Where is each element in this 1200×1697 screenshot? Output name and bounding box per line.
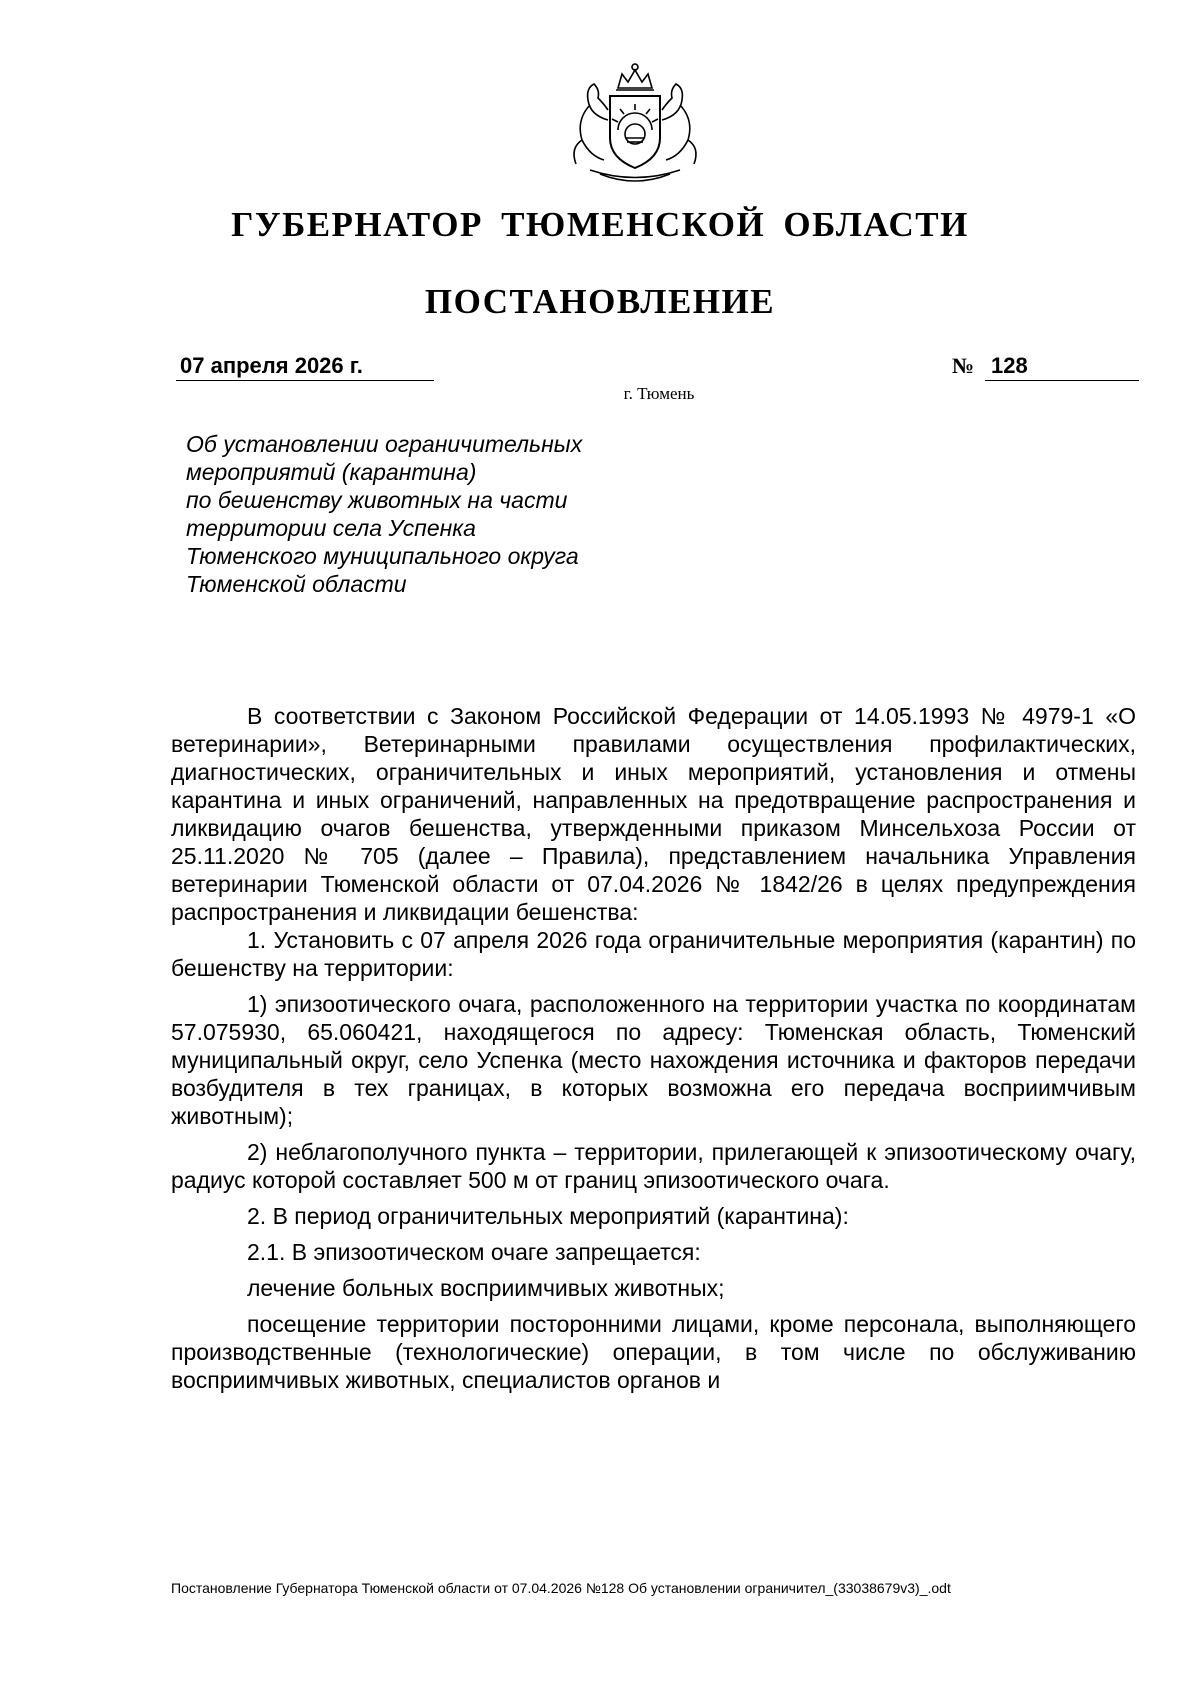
document-date: 07 апреля 2026 г. bbox=[176, 352, 434, 381]
subject-line: территории села Успенка bbox=[186, 515, 476, 541]
subject-line: мероприятий (карантина) bbox=[186, 459, 477, 485]
issuing-authority-title: ГУБЕРНАТОР ТЮМЕНСКОЙ ОБЛАСТИ bbox=[231, 205, 969, 244]
document-body bbox=[171, 702, 1136, 1402]
body-paragraph: посещение территории посторонними лицами, кроме персонала, выполняющего производственные (технологические) операции, в том числе по обслуживанию восприимчивых животных, специалистов органов и bbox=[171, 1311, 1136, 1393]
coat-of-arms-emblem bbox=[560, 60, 710, 190]
body-paragraph: 2.1. В эпизоотическом очаге запрещается: bbox=[247, 1239, 701, 1265]
document-number-label: № bbox=[952, 353, 975, 378]
subject-line: Об установлении ограничительных bbox=[186, 431, 583, 457]
body-paragraph: 1. Установить с 07 апреля 2026 года ограничительные мероприятия (карантин) по бешенству на территории: bbox=[171, 927, 1136, 981]
tyumen-coat-of-arms-icon bbox=[560, 60, 710, 190]
body-paragraph: 2) неблагополучного пункта – территории, прилегающей к эпизоотическому очагу, радиус которой составляет 500 м от границ эпизоотического очага. bbox=[171, 1139, 1136, 1193]
document-city: г. Тюмень bbox=[623, 384, 695, 403]
body-paragraph: В соответствии с Законом Российской Федерации от 14.05.1993 № 4979-1 «О ветеринарии», Ветеринарными правилами осуществления профилактических, диагностических, ограничительных и иных мероприятий, установления и отмены карантина и иных ограничений, направленных на предотвращение распространения и ликвидацию очагов бешенства, утвержденными приказом Минсельхоза России от 25.11.2020 № 705 (далее – Правила), представлением начальника Управления ветеринарии Тюменской области от 07.04.2026 № 1842/26 в целях предупреждения распространения и ликвидации бешенства: bbox=[171, 703, 1136, 925]
subject-line: по бешенству животных на части bbox=[186, 487, 568, 513]
body-paragraph: 2. В период ограничительных мероприятий (карантина): bbox=[247, 1203, 849, 1229]
document-type-title: ПОСТАНОВЛЕНИЕ bbox=[424, 282, 776, 321]
document-number: 128 bbox=[985, 352, 1139, 381]
subject-line: Тюменской области bbox=[186, 571, 407, 597]
page-footer: Постановление Губернатора Тюменской области от 07.04.2026 №128 Об установлении ограничител_(33038679v3)_.odt bbox=[171, 1580, 951, 1596]
document-subject bbox=[186, 430, 582, 598]
body-paragraph: 1) эпизоотического очага, расположенного на территории участка по координатам 57.075930, 65.060421, находящегося по адресу: Тюменская область, Тюменский муниципальный округ, село Успенка (место нахождения источника и факторов передачи возбудителя в тех границах, в которых возможна его передача восприимчивым животным); bbox=[171, 991, 1136, 1129]
body-paragraph: лечение больных восприимчивых животных; bbox=[247, 1275, 725, 1301]
subject-line: Тюменского муниципального округа bbox=[186, 543, 579, 569]
